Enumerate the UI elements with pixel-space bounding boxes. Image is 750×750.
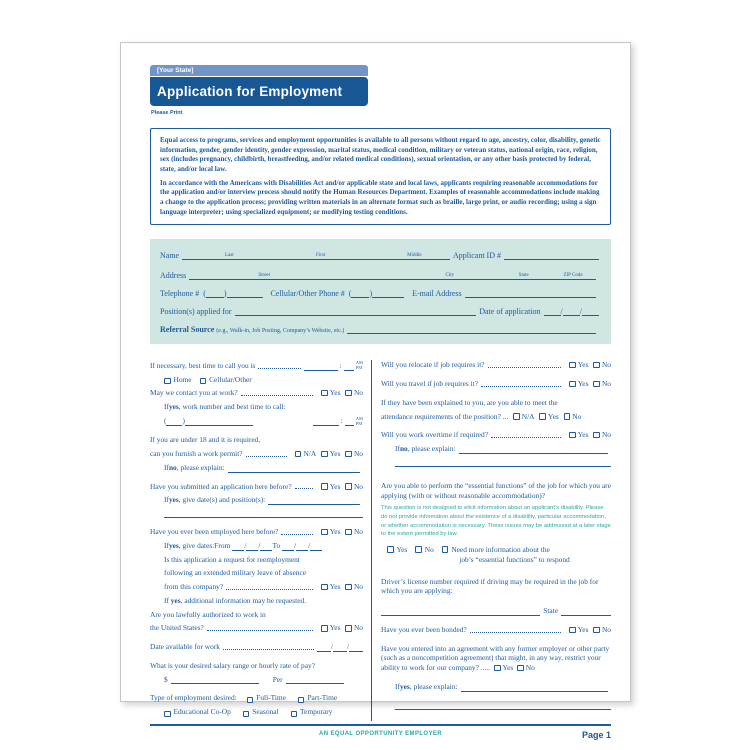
best-time-field[interactable]	[304, 363, 338, 371]
am-pm-label: AM PM	[355, 360, 363, 371]
checkbox-no[interactable]	[593, 381, 600, 388]
checkbox-need-more-info[interactable]	[442, 546, 449, 553]
cellular-label: Cellular/Other Phone #	[270, 289, 345, 299]
work-call-minutes-field[interactable]	[345, 418, 354, 426]
checkbox-no[interactable]	[345, 451, 352, 458]
license-state-field[interactable]	[561, 608, 611, 616]
right-column	[372, 360, 611, 721]
page-title: Application for Employment	[150, 77, 368, 106]
available-day-field[interactable]	[333, 644, 347, 652]
explain-field[interactable]	[459, 446, 608, 454]
dotted-leader	[481, 386, 561, 387]
checkbox-yes[interactable]	[494, 665, 501, 672]
essential-functions-options: Yes No Need more information about the job’s “essential functions” to respond	[381, 545, 611, 565]
sub-label-first: First	[316, 253, 326, 259]
question-employed-before: Have you ever been employed here before? Yes No	[150, 527, 363, 537]
to-month-field[interactable]	[282, 543, 294, 551]
phone-type-options: Home Cellular/Other	[164, 375, 363, 385]
dotted-leader	[246, 456, 287, 457]
best-time-minutes-field[interactable]	[344, 363, 354, 371]
question-best-time: If necessary, best time to call you is : AM PM	[150, 360, 363, 371]
checkbox-no[interactable]	[345, 529, 352, 536]
work-call-time-field[interactable]	[313, 418, 339, 426]
checkbox-na[interactable]	[513, 413, 520, 420]
dates-positions-field[interactable]	[268, 497, 360, 505]
left-column	[150, 360, 372, 721]
checkbox-cellular-other[interactable]	[200, 378, 207, 385]
question-contact-at-work: May we contact you at work? Yes No	[150, 388, 363, 398]
checkbox-yes[interactable]	[569, 627, 576, 634]
question-essential-functions: Are you able to perform the “essential functions” of the job for which you are applying (with or without reasonable accommodation)?	[381, 480, 611, 500]
checkbox-no[interactable]	[564, 413, 571, 420]
email-label: E-mail Address	[412, 289, 462, 299]
question-attendance-line2: attendance requirements of the position? ... N/A Yes No	[381, 411, 582, 421]
questions-section	[150, 360, 611, 721]
dotted-leader	[488, 367, 562, 368]
employment-type-row2: Educational Co-Op Seasonal Temporary	[164, 707, 363, 717]
dotted-leader	[295, 488, 314, 489]
sub-label-zip: ZIP Code	[563, 273, 583, 279]
state-tag: [Your State]	[150, 65, 368, 76]
available-month-field[interactable]	[317, 644, 331, 652]
question-date-available: Date available for work / /	[150, 642, 363, 652]
applicant-id-label: Applicant ID #	[453, 251, 501, 261]
left-paren: (	[203, 289, 206, 299]
positions-field[interactable]	[235, 308, 477, 316]
dates-positions-field-line2[interactable]	[164, 509, 363, 518]
dotted-leader	[223, 649, 314, 650]
referral-row	[160, 325, 599, 334]
checkbox-no[interactable]	[593, 432, 600, 439]
right-paren: )	[369, 289, 373, 299]
cellular-area-code-field[interactable]	[348, 289, 369, 299]
need-info-line1: Need more information about the	[451, 545, 550, 555]
referral-source-label: Referral Source	[160, 325, 215, 335]
question-reemployment-line3: from this company? Yes No	[164, 582, 363, 592]
checkbox-na[interactable]	[295, 451, 302, 458]
checkbox-yes[interactable]	[569, 362, 576, 369]
slash: /	[560, 307, 563, 317]
footer	[150, 731, 611, 745]
checkbox-yes[interactable]	[569, 432, 576, 439]
footer-divider	[150, 724, 611, 726]
salary-fields: $ Per	[164, 675, 363, 685]
if-yes-dates-positions: If yes , give date(s) and position(s):	[164, 495, 363, 505]
name-row	[160, 251, 599, 260]
please-print-note: Please Print	[151, 110, 183, 116]
checkbox-no[interactable]	[517, 665, 524, 672]
question-relocate: Will you relocate if job requires it? Yes No	[381, 360, 611, 370]
checkbox-home[interactable]	[164, 378, 171, 385]
question-overtime: Will you work overtime if required? Yes No	[381, 430, 611, 440]
explain-field[interactable]	[228, 465, 360, 473]
address-row	[160, 271, 599, 280]
explain-field-line2[interactable]	[395, 701, 611, 710]
left-paren: (	[348, 289, 352, 299]
essential-functions-disclaimer: This question is not designed to elicit information about an applicant’s disability. Please do not provide information about the existence of a disability, particular accommodation, or whether accommodation is necessary. These issues may be addressed at a later stage to the extent permitted by law.	[381, 505, 611, 538]
if-yes-work-number: If yes , work number and best time to call:	[164, 402, 286, 412]
checkbox-yes[interactable]	[321, 584, 328, 591]
page-number: Page 1	[581, 730, 611, 741]
question-salary: What is your desired salary range or hourly rate of pay?	[150, 660, 315, 670]
question-travel: Will you travel if job requires it? Yes No	[381, 379, 611, 389]
checkbox-yes[interactable]	[539, 413, 546, 420]
right-paren: )	[223, 289, 227, 299]
telephone-area-code-field[interactable]	[206, 290, 224, 298]
dotted-leader	[258, 368, 300, 369]
question-noncompete: Have you entered into an agreement with any former employer or other party (such as a noncompetition agreement) that might, in any way, restrict your ability to work for our company? ..... Yes No	[381, 643, 610, 673]
dotted-leader	[226, 589, 313, 590]
question-drivers-license: Driver’s license number required if driving may be required in the job for which you are applying:	[381, 576, 599, 596]
am-pm-label: AM PM	[355, 415, 363, 427]
if-yes-explain: If yes , please explain:	[395, 682, 611, 692]
checkbox-yes[interactable]	[321, 625, 328, 632]
checkbox-no[interactable]	[345, 625, 352, 632]
checkbox-educational-coop[interactable]	[164, 711, 171, 718]
explain-field-line2[interactable]	[395, 458, 611, 467]
checkbox-yes[interactable]	[569, 381, 576, 388]
if-no-explain: If no , please explain:	[164, 463, 363, 473]
positions-label: Position(s) applied for	[160, 307, 232, 317]
salary-amount-field[interactable]	[171, 676, 259, 684]
applicant-id-field[interactable]	[504, 252, 599, 260]
notice-paragraph-2: In accordance with the Americans with Disabilities Act and/or applicable state and local laws, applicants requiring reasonable accommodations for the application and/or interview process should notify the Human Resources Department. Examples of reasonable accommodations include making a change to the application process; providing written materials in an alternate format such as braille, large print, or audio recording; using a sign language interpreter; using specialized equipment; or modifying testing conditions.	[160, 178, 600, 216]
checkbox-yes[interactable]	[321, 483, 328, 490]
checkbox-temporary[interactable]	[291, 711, 298, 718]
cellular-number-field[interactable]	[372, 290, 404, 298]
if-yes-employment-dates: If yes , give dates: From / / To / /	[164, 541, 363, 551]
sub-label-last: Last	[224, 253, 234, 259]
notice-paragraph-1: Equal access to programs, services and employment opportunities is available to all persons without regard to age, ancestry, color, disability, genetic information, gender, gender identity, gender expression, marital status, medical condition, military or veteran status, national origin, race, religion, sex (includes pregnancy, childbirth, breastfeeding, and/or related medical conditions), sexual orientation, or any other basis protected by federal, state, and/or local law.	[160, 136, 601, 173]
license-number-field[interactable]	[381, 608, 540, 616]
name-field[interactable]	[182, 252, 450, 260]
sub-label-street: Street	[258, 273, 271, 279]
to-year-field[interactable]	[310, 543, 322, 551]
name-label: Name	[160, 251, 180, 261]
question-authorized-line2: the United States? Yes No	[150, 623, 363, 633]
slash: /	[579, 307, 582, 317]
application-date-label: Date of application	[479, 307, 541, 317]
equal-opportunity-note: AN EQUAL OPPORTUNITY EMPLOYER	[318, 731, 443, 738]
question-reemployment-line2: following an extended military leave of absence	[164, 568, 307, 578]
explain-field[interactable]	[461, 684, 608, 692]
question-reemployment-line1: Is this application a request for reemployment	[164, 554, 300, 564]
employment-type-row1: Type of employment desired: Full-Time Part-Time	[150, 693, 338, 703]
phone-row	[160, 289, 599, 298]
checkbox-no[interactable]	[593, 362, 600, 369]
position-row	[160, 307, 599, 316]
need-info-line2: job’s “essential functions” to respond	[459, 554, 570, 564]
work-number-time-fields: ( ) : AM PM	[164, 415, 363, 427]
dotted-leader	[241, 395, 314, 396]
equal-access-notice	[150, 128, 611, 225]
email-field[interactable]	[465, 290, 596, 298]
checkbox-no[interactable]	[345, 390, 352, 397]
application-date-year-field[interactable]	[579, 307, 599, 317]
checkbox-part-time[interactable]	[298, 697, 305, 704]
address-label: Address	[160, 271, 187, 281]
available-year-field[interactable]	[349, 644, 363, 652]
dotted-leader	[207, 630, 313, 631]
from-month-field[interactable]	[232, 543, 244, 551]
work-area-code-field[interactable]	[166, 418, 182, 426]
if-yes-additional-info: If yes, additional information may be requested.	[164, 595, 307, 605]
referral-source-field[interactable]	[347, 326, 596, 334]
license-fields: State	[381, 606, 611, 616]
to-day-field[interactable]	[296, 543, 308, 551]
dotted-leader	[470, 632, 561, 633]
sub-label-middle: Middle	[407, 253, 422, 259]
address-field[interactable]	[189, 272, 596, 280]
checkbox-no[interactable]	[415, 546, 422, 553]
application-date-month-field[interactable]	[544, 308, 561, 316]
checkbox-no[interactable]	[345, 584, 352, 591]
sub-label-state: State	[518, 273, 529, 279]
sub-label-city: City	[445, 273, 455, 279]
checkbox-no[interactable]	[593, 627, 600, 634]
checkbox-full-time[interactable]	[247, 697, 254, 704]
application-form-page	[120, 42, 631, 741]
question-submitted-before: Have you submitted an application here before? Yes No	[150, 481, 363, 491]
checkbox-seasonal[interactable]	[243, 711, 250, 718]
question-authorized-line1: Are you lawfully authorized to work in	[150, 609, 266, 619]
telephone-label: Telephone #	[160, 289, 200, 299]
question-work-permit-line1: If you are under 18 and it is required,	[150, 435, 261, 445]
if-no-explain: If no , please explain:	[395, 444, 611, 454]
referral-source-hint: (e.g., Walk-in, Job Posting, Company’s Website, etc.)	[216, 328, 345, 335]
personal-info-section	[150, 239, 611, 344]
checkbox-yes[interactable]	[321, 529, 328, 536]
application-date-day-field[interactable]	[560, 307, 580, 317]
question-work-permit-line2: can you furnish a work permit? N/A Yes No	[150, 449, 363, 458]
question-attendance-line1: If they have been explained to you, are you able to meet the	[381, 397, 558, 407]
work-number-field[interactable]	[185, 418, 253, 426]
salary-per-field[interactable]	[286, 676, 344, 684]
telephone-number-field[interactable]	[227, 290, 263, 298]
from-day-field[interactable]	[246, 543, 258, 551]
question-bonded: Have you ever been bonded? Yes No	[381, 624, 611, 634]
dotted-leader	[491, 437, 561, 438]
checkbox-yes[interactable]	[321, 390, 328, 397]
from-year-field[interactable]	[260, 543, 272, 551]
checkbox-yes[interactable]	[321, 451, 328, 458]
checkbox-yes[interactable]	[387, 546, 394, 553]
dotted-leader	[281, 534, 313, 535]
checkbox-no[interactable]	[345, 483, 352, 490]
